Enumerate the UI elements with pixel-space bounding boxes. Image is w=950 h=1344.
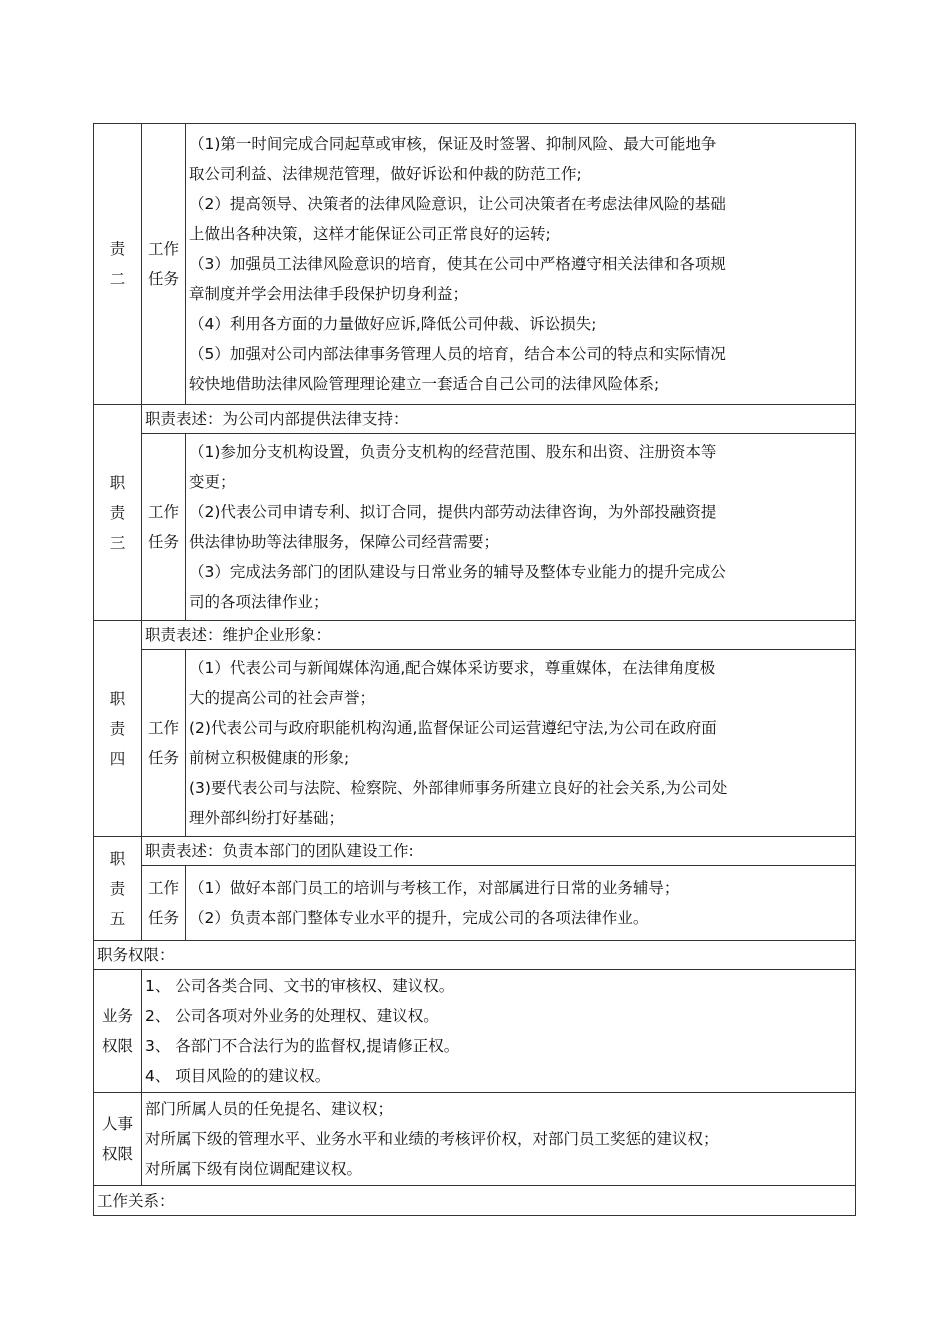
business-authority-content: 1、 公司各类合同、文书的审核权、建议权。 2、 公司各项对外业务的处理权、建议权。 3、 各部门不合法行为的监督权,提请修正权。 4、 项目风险的的建议权。 [142, 970, 856, 1093]
task-content: （1）做好本部门员工的培训与考核工作，对部属进行日常的业务辅导； （2）负责本部门整体专业水平的提升，完成公司的各项法律作业。 [186, 866, 856, 941]
work-relations-header: 工作关系： [94, 1186, 856, 1216]
duty-label: 职 责 五 [94, 837, 142, 941]
personnel-authority-content: 部门所属人员的任免提名、建议权； 对所属下级的管理水平、业务水平和业绩的考核评价权，对部门员工奖惩的建议权； 对所属下级有岗位调配建议权。 [142, 1093, 856, 1186]
duty-label: 职 责 四 [94, 621, 142, 837]
business-authority-label: 业务 权限 [94, 970, 142, 1093]
task-label: 工作 任务 [142, 124, 186, 405]
duty-label: 职 责 三 [94, 405, 142, 621]
duty-label: 责 二 [94, 124, 142, 405]
task-content: （1)第一时间完成合同起草或审核，保证及时签署、抑制风险、最大可能地争 取公司利益、法律规范管理，做好诉讼和仲裁的防范工作; （2）提高领导、决策者的法律风险意识，让公司决策者在考虑法律风险的基础 上做出各种决策，这样才能保证公司正常良好的运转; （3）加强员工法律风险意识的培育，使其在公司中严格遵守相关法律和各项规 章制度并学会用法律手段保护切身利益； （4）利用各方面的力量做好应诉,降低公司仲裁、诉讼损失; （5）加强对公司内部法律事务管理人员的培育，结合本公司的特点和实际情况 较快地借助法律风险管理理论建立一套适合自己公司的法律风险体系; [186, 124, 856, 405]
task-content: （1）代表公司与新闻媒体沟通,配合媒体采访要求，尊重媒体，在法律角度极 大的提高公司的社会声誉； (2)代表公司与政府职能机构沟通,监督保证公司运营遵纪守法,为公司在政府面 前树立积极健康的形象; (3)要代表公司与法院、检察院、外部律师事务所建立良好的社会关系,为公司处 理外部纠纷打好基础； [186, 650, 856, 837]
task-content: （1)参加分支机构设置，负责分支机构的经营范围、股东和出资、注册资本等 变更； （2)代表公司申请专利、拟订合同，提供内部劳动法律咨询，为外部投融资提 供法律协助等法律服务，保障公司经营需要； （3）完成法务部门的团队建设与日常业务的辅导及整体专业能力的提升完成公 司的各项法律作业； [186, 434, 856, 621]
duty-description: 职责表述：负责本部门的团队建设工作: [142, 837, 856, 866]
job-description-table [93, 123, 856, 1216]
authority-header: 职务权限： [94, 941, 856, 970]
task-label: 工作 任务 [142, 866, 186, 941]
duty-description: 职责表述：为公司内部提供法律支持： [142, 405, 856, 434]
task-label: 工作 任务 [142, 434, 186, 621]
duty-description: 职责表述：维护企业形象： [142, 621, 856, 650]
task-label: 工作 任务 [142, 650, 186, 837]
personnel-authority-label: 人事 权限 [94, 1093, 142, 1186]
